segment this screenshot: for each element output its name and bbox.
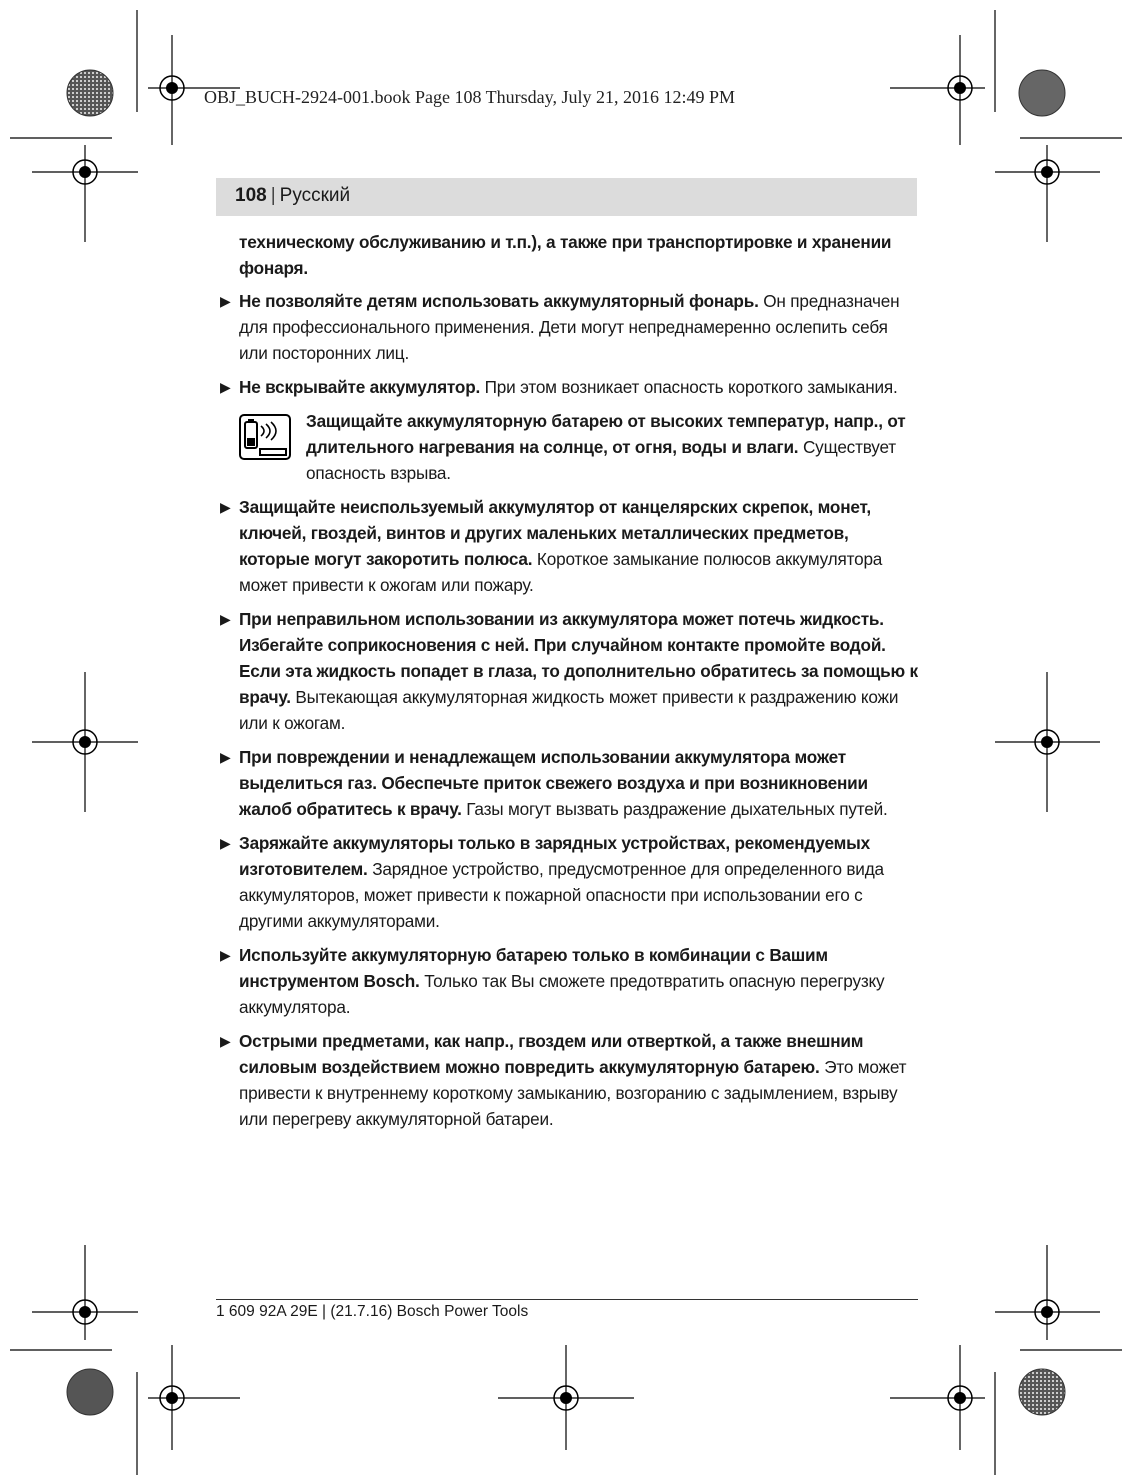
crosshair-mark <box>995 672 1100 812</box>
item-bold-text: При неправильном использовании из аккумулятора может потечь жидкость. Избегайте соприкосновения с ней. При случайном контакте промойте водой. Если эта жидкость попадет в глаза, то дополнительно обратитесь за помощью к врачу. <box>239 609 918 707</box>
list-item <box>218 374 918 400</box>
bullet-arrow-icon: ▶ <box>220 835 231 851</box>
intro-paragraph: техническому обслуживанию и т.п.), а также при транспортировке и хранении фонаря. <box>239 232 892 278</box>
star-target-mark <box>67 70 113 116</box>
item-text: Это может привести к внутреннему короткому замыканию, возгоранию с задымлением, взрыву или перегреву аккумуляторной батареи. <box>239 1057 907 1129</box>
item-text: Вытекающая аккумуляторная жидкость может привести к раздражению кожи или к ожогам. <box>239 687 899 733</box>
crosshair-mark <box>148 1345 240 1450</box>
bullet-arrow-icon: ▶ <box>220 293 231 309</box>
item-text: Зарядное устройство, предусмотренное для определенного вида аккумуляторов, может привести к пожарной опасности при использовании его с другими аккумуляторами. <box>239 859 884 931</box>
crosshair-mark <box>498 1345 634 1450</box>
crosshair-mark <box>32 672 138 812</box>
item-bold-text: Используйте аккумуляторную батарею только в комбинации с Вашим инструментом Bosch. <box>239 945 828 991</box>
print-slug-header: OBJ_BUCH-2924-001.book Page 108 Thursday, July 21, 2016 12:49 PM <box>204 87 736 107</box>
crosshair-mark <box>32 1245 138 1340</box>
star-target-mark <box>1019 1369 1065 1415</box>
item-text: Короткое замыкание полюсов аккумулятора может привести к ожогам или пожару. <box>239 549 883 595</box>
footer-rule <box>216 1299 918 1300</box>
list-item <box>218 744 918 822</box>
bullet-arrow-icon: ▶ <box>220 947 231 963</box>
item-text: Он предназначен для профессионального применения. Дети могут непреднамеренно ослепить себя или посторонних лиц. <box>239 291 900 363</box>
crosshair-mark <box>995 1245 1100 1340</box>
item-bold-text: Заряжайте аккумуляторы только в зарядных устройствах, рекомендуемых изготовителем. <box>239 833 870 879</box>
crosshair-mark <box>890 35 985 145</box>
page-footer: 1 609 92A 29E | (21.7.16) Bosch Power Tools <box>216 1303 529 1320</box>
item-text: При этом возникает опасность короткого замыкания. <box>480 377 898 397</box>
section-language: Русский <box>279 185 351 206</box>
item-bold-text: Не позволяйте детям использовать аккумуляторный фонарь. <box>239 291 759 311</box>
item-bold-text: Острыми предметами, как напр., гвоздем или отверткой, а также внешним силовым воздействием можно повредить аккумуляторную батарею. <box>239 1031 864 1077</box>
battery-heat-warning-icon <box>239 414 291 460</box>
list-item <box>218 494 918 598</box>
bullet-arrow-icon: ▶ <box>220 379 231 395</box>
item-bold-text: Не вскрывайте аккумулятор. <box>239 377 481 397</box>
crosshair-mark <box>890 1345 985 1450</box>
bullet-arrow-icon: ▶ <box>220 499 231 515</box>
star-target-mark <box>1019 70 1065 116</box>
list-item <box>218 830 918 934</box>
item-bold-text: При повреждении и ненадлежащем использовании аккумулятора может выделиться газ. Обеспечьте приток свежего воздуха и при возникновении жалоб обратитесь к врачу. <box>239 747 868 819</box>
star-target-mark <box>67 1369 113 1415</box>
bullet-arrow-icon: ▶ <box>220 749 231 765</box>
list-item <box>218 606 918 736</box>
warning-bold-text: Защищайте аккумуляторную батарею от высоких температур, напр., от длительного нагревания на солнце, от огня, воды и влаги. <box>306 411 906 457</box>
list-item <box>218 1028 918 1132</box>
warning-text: Существует опасность взрыва. <box>306 437 896 483</box>
list-item <box>218 288 918 366</box>
bullet-arrow-icon: ▶ <box>220 611 231 627</box>
warning-block <box>218 408 918 486</box>
page-header-bar <box>216 178 917 216</box>
crosshair-mark <box>995 145 1100 242</box>
header-divider: | <box>270 185 276 206</box>
crosshair-mark <box>32 145 138 242</box>
list-item <box>218 942 918 1020</box>
bullet-arrow-icon: ▶ <box>220 1033 231 1049</box>
page-number: 108 <box>235 185 267 206</box>
page-content <box>218 229 918 1140</box>
item-text: Газы могут вызвать раздражение дыхательных путей. <box>461 799 888 819</box>
item-bold-text: Защищайте неиспользуемый аккумулятор от канцелярских скрепок, монет, ключей, гвоздей, винтов и других маленьких металлических предметов, которые могут закоротить полюса. <box>239 497 872 569</box>
item-text: Только так Вы сможете предотвратить опасную перегрузку аккумулятора. <box>239 971 885 1017</box>
